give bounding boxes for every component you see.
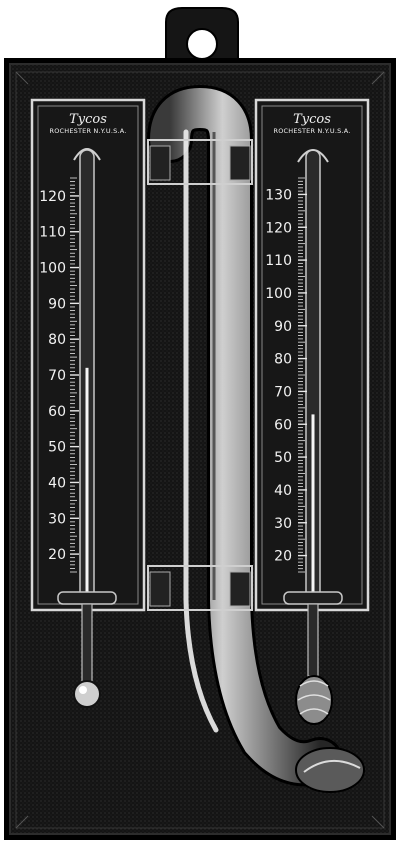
scale-label: 50 — [274, 450, 292, 467]
scale-label: 50 — [48, 439, 66, 456]
scale-label: 130 — [265, 187, 292, 204]
scale-label: 120 — [265, 220, 292, 237]
scale-label: 40 — [48, 475, 66, 492]
scale-label: 80 — [274, 351, 292, 368]
scale-label: 60 — [274, 417, 292, 434]
scale-label: 30 — [274, 515, 292, 532]
dry-bulb-maker: ROCHESTER N.Y.U.S.A. — [49, 127, 127, 135]
scale-label: 80 — [48, 332, 66, 349]
hanging-hole — [187, 29, 217, 59]
scale-label: 110 — [265, 253, 292, 270]
scale-label: 30 — [48, 511, 66, 528]
wet-bulb-thermometer — [256, 100, 368, 676]
scale-label: 70 — [274, 384, 292, 401]
scale-label: 70 — [48, 368, 66, 384]
wet-bulb-brand: Tycos — [293, 112, 331, 127]
scale-label: 100 — [39, 260, 66, 277]
scale-label: 40 — [274, 482, 292, 499]
wet-bulb-mercury-column — [312, 414, 315, 598]
hanging-tab — [166, 8, 238, 60]
dry-bulb-bulb — [74, 681, 100, 707]
wet-bulb-maker: ROCHESTER N.Y.U.S.A. — [273, 127, 351, 135]
scale-label: 120 — [39, 188, 66, 205]
scale-label: 90 — [274, 318, 292, 335]
scale-label: 20 — [48, 547, 66, 564]
scale-label: 20 — [274, 548, 292, 565]
scale-label: 100 — [265, 285, 292, 302]
dry-bulb-brand: Tycos — [69, 112, 107, 127]
scale-label: 90 — [48, 296, 66, 313]
dry-bulb-mercury-column — [86, 368, 89, 598]
scale-label: 110 — [39, 224, 66, 241]
scale-label: 60 — [48, 403, 66, 420]
